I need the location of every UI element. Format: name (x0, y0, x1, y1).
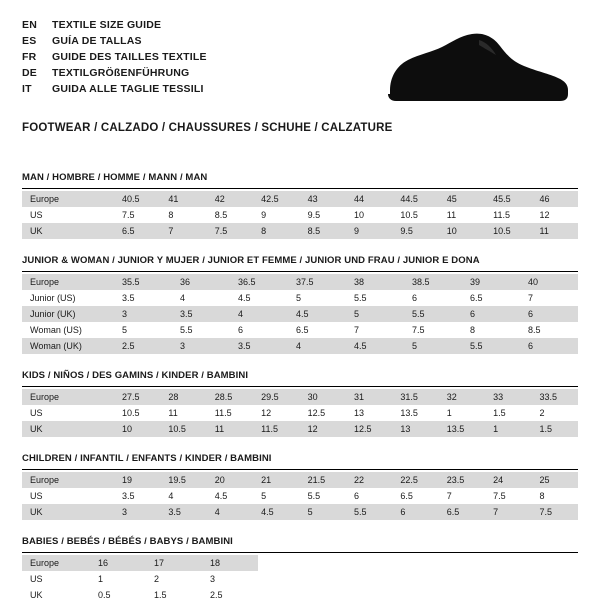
row-label: Europe (22, 274, 114, 290)
cell: 22.5 (392, 472, 438, 488)
row-label: Woman (UK) (22, 338, 114, 354)
language-code: IT (22, 83, 32, 95)
language-code: EN (22, 19, 37, 31)
table-row (22, 504, 578, 520)
cell: 1 (485, 421, 531, 437)
cell: 12.5 (346, 421, 392, 437)
cell: 5.5 (462, 338, 520, 354)
cell: 45.5 (485, 191, 531, 207)
table-row (22, 191, 578, 207)
cell: 33 (485, 389, 531, 405)
cell: 8.5 (520, 322, 578, 338)
cell: 11.5 (207, 405, 253, 421)
language-row (22, 50, 207, 64)
row-label: Woman (US) (22, 322, 114, 338)
table-row (22, 338, 578, 354)
cell: 11 (160, 405, 206, 421)
language-code: ES (22, 35, 37, 47)
cell: 6 (404, 290, 462, 306)
cell: 11 (532, 223, 578, 239)
cell: 8 (532, 488, 578, 504)
cell: 11.5 (485, 207, 531, 223)
cell: 6.5 (114, 223, 160, 239)
cell: 36.5 (230, 274, 288, 290)
cell: 4.5 (253, 504, 299, 520)
cell: 3 (114, 306, 172, 322)
cell: 0.5 (90, 587, 146, 603)
cell: 7.5 (485, 488, 531, 504)
table-row (22, 207, 578, 223)
section-title: JUNIOR & WOMAN / JUNIOR Y MUJER / JUNIOR ET FEMME / JUNIOR UND FRAU / JUNIOR E DONA (22, 255, 480, 266)
cell: 8 (160, 207, 206, 223)
cell: 4.5 (288, 306, 346, 322)
cell: 6 (392, 504, 438, 520)
size-table-man (22, 191, 578, 239)
row-label: Junior (US) (22, 290, 114, 306)
cell: 31 (346, 389, 392, 405)
cell: 7.5 (404, 322, 462, 338)
table-row (22, 223, 578, 239)
size-table-kids (22, 389, 578, 437)
cell: 3.5 (114, 488, 160, 504)
cell: 42 (207, 191, 253, 207)
cell: 8 (462, 322, 520, 338)
cell: 16 (90, 555, 146, 571)
cell: 7 (439, 488, 485, 504)
cell: 10 (439, 223, 485, 239)
cell: 13.5 (392, 405, 438, 421)
cell: 5.5 (172, 322, 230, 338)
language-row (22, 82, 207, 96)
cell: 33.5 (532, 389, 578, 405)
cell: 2 (532, 405, 578, 421)
table-row (22, 488, 578, 504)
section-divider (22, 188, 578, 189)
cell: 43 (300, 191, 346, 207)
cell: 3 (172, 338, 230, 354)
cell: 7 (485, 504, 531, 520)
cell: 1.5 (532, 421, 578, 437)
language-row (22, 34, 207, 48)
cell: 7 (520, 290, 578, 306)
table-row (22, 555, 258, 571)
cell: 13 (392, 421, 438, 437)
language-title: GUIDA ALLE TAGLIE TESSILI (52, 83, 204, 95)
row-label: UK (22, 504, 114, 520)
cell: 5 (404, 338, 462, 354)
row-label: Europe (22, 191, 114, 207)
section-title: KIDS / NIÑOS / DES GAMINS / KINDER / BAMBINI (22, 370, 249, 381)
cell: 5.5 (346, 504, 392, 520)
cell: 5 (300, 504, 346, 520)
section-divider (22, 552, 578, 553)
cell: 11.5 (253, 421, 299, 437)
cell: 31.5 (392, 389, 438, 405)
cell: 8.5 (300, 223, 346, 239)
size-table-junior-woman (22, 274, 578, 354)
cell: 12 (253, 405, 299, 421)
cell: 5 (253, 488, 299, 504)
table-row (22, 405, 578, 421)
table-row (22, 472, 578, 488)
cell: 6 (520, 338, 578, 354)
cell: 9 (253, 207, 299, 223)
table-row (22, 571, 258, 587)
cell: 7.5 (207, 223, 253, 239)
cell: 4.5 (346, 338, 404, 354)
cell: 11 (207, 421, 253, 437)
language-title: TEXTILE SIZE GUIDE (52, 19, 162, 31)
cell: 6.5 (288, 322, 346, 338)
cell: 12.5 (300, 405, 346, 421)
row-label: US (22, 571, 90, 587)
language-title: TEXTILGRÖßENFÜHRUNG (52, 67, 190, 79)
language-row (22, 66, 207, 80)
cell: 10 (114, 421, 160, 437)
section-junior-woman (22, 255, 578, 354)
language-row (22, 18, 207, 32)
table-row (22, 587, 258, 603)
cell: 38 (346, 274, 404, 290)
cell: 4 (288, 338, 346, 354)
row-label: Europe (22, 389, 114, 405)
cell: 5 (346, 306, 404, 322)
row-label: Europe (22, 555, 90, 571)
cell: 4 (230, 306, 288, 322)
cell: 35.5 (114, 274, 172, 290)
table-row (22, 421, 578, 437)
cell: 23.5 (439, 472, 485, 488)
cell: 8.5 (207, 207, 253, 223)
cell: 4 (160, 488, 206, 504)
cell: 4 (172, 290, 230, 306)
cell: 8 (253, 223, 299, 239)
cell: 30 (300, 389, 346, 405)
cell: 6 (462, 306, 520, 322)
cell: 3.5 (160, 504, 206, 520)
cell: 19.5 (160, 472, 206, 488)
cell: 1 (90, 571, 146, 587)
cell: 40.5 (114, 191, 160, 207)
cell: 32 (439, 389, 485, 405)
section-title: CHILDREN / INFANTIL / ENFANTS / KINDER / BAMBINI (22, 453, 272, 464)
cell: 29.5 (253, 389, 299, 405)
language-code: DE (22, 67, 37, 79)
cell: 24 (485, 472, 531, 488)
document-header (22, 16, 578, 108)
cell: 6 (346, 488, 392, 504)
cell: 10.5 (114, 405, 160, 421)
section-title: MAN / HOMBRE / HOMME / MANN / MAN (22, 172, 208, 183)
cell: 11 (439, 207, 485, 223)
cell: 7 (160, 223, 206, 239)
cell: 12 (532, 207, 578, 223)
row-label: US (22, 405, 114, 421)
cell: 5 (114, 322, 172, 338)
cell: 1 (439, 405, 485, 421)
section-babies (22, 536, 578, 603)
language-title-list (22, 16, 207, 96)
cell: 5 (288, 290, 346, 306)
cell: 3.5 (114, 290, 172, 306)
cell: 6 (520, 306, 578, 322)
cell: 17 (146, 555, 202, 571)
cell: 10.5 (485, 223, 531, 239)
cell: 44.5 (392, 191, 438, 207)
cell: 4 (207, 504, 253, 520)
cell: 45 (439, 191, 485, 207)
language-code: FR (22, 51, 37, 63)
section-title: BABIES / BEBÉS / BÉBÉS / BABYS / BAMBINI (22, 536, 233, 547)
cell: 5.5 (346, 290, 404, 306)
cell: 2.5 (114, 338, 172, 354)
cell: 21 (253, 472, 299, 488)
size-table-children (22, 472, 578, 520)
language-title: GUÍA DE TALLAS (52, 35, 142, 47)
cell: 41 (160, 191, 206, 207)
section-divider (22, 386, 578, 387)
cell: 36 (172, 274, 230, 290)
cell: 2.5 (202, 587, 258, 603)
cell: 9 (346, 223, 392, 239)
section-divider (22, 271, 578, 272)
cell: 19 (114, 472, 160, 488)
cell: 12 (300, 421, 346, 437)
cell: 9.5 (300, 207, 346, 223)
row-label: UK (22, 587, 90, 603)
cell: 10.5 (392, 207, 438, 223)
cell: 10.5 (160, 421, 206, 437)
cell: 7.5 (532, 504, 578, 520)
dress-shoe-icon (382, 30, 572, 108)
cell: 1.5 (485, 405, 531, 421)
cell: 21.5 (300, 472, 346, 488)
section-man (22, 172, 578, 239)
cell: 44 (346, 191, 392, 207)
cell: 3 (202, 571, 258, 587)
row-label: UK (22, 421, 114, 437)
cell: 6 (230, 322, 288, 338)
cell: 4.5 (230, 290, 288, 306)
cell: 25 (532, 472, 578, 488)
cell: 13 (346, 405, 392, 421)
cell: 2 (146, 571, 202, 587)
row-label: US (22, 488, 114, 504)
row-label: US (22, 207, 114, 223)
cell: 10 (346, 207, 392, 223)
row-label: Junior (UK) (22, 306, 114, 322)
table-row (22, 306, 578, 322)
cell: 42.5 (253, 191, 299, 207)
cell: 5.5 (300, 488, 346, 504)
table-row (22, 322, 578, 338)
section-children (22, 453, 578, 520)
table-row (22, 274, 578, 290)
cell: 6.5 (392, 488, 438, 504)
cell: 40 (520, 274, 578, 290)
table-row (22, 389, 578, 405)
cell: 20 (207, 472, 253, 488)
section-kids (22, 370, 578, 437)
cell: 39 (462, 274, 520, 290)
cell: 4.5 (207, 488, 253, 504)
size-table-babies (22, 555, 258, 603)
cell: 28.5 (207, 389, 253, 405)
cell: 38.5 (404, 274, 462, 290)
cell: 1.5 (146, 587, 202, 603)
footwear-heading: FOOTWEAR / CALZADO / CHAUSSURES / SCHUHE / CALZATURE (22, 122, 393, 134)
cell: 18 (202, 555, 258, 571)
cell: 6.5 (462, 290, 520, 306)
cell: 9.5 (392, 223, 438, 239)
row-label: UK (22, 223, 114, 239)
cell: 3.5 (230, 338, 288, 354)
cell: 13.5 (439, 421, 485, 437)
cell: 7 (346, 322, 404, 338)
section-divider (22, 469, 578, 470)
cell: 28 (160, 389, 206, 405)
cell: 3 (114, 504, 160, 520)
cell: 5.5 (404, 306, 462, 322)
row-label: Europe (22, 472, 114, 488)
cell: 22 (346, 472, 392, 488)
cell: 37.5 (288, 274, 346, 290)
language-title: GUIDE DES TAILLES TEXTILE (52, 51, 207, 63)
cell: 7.5 (114, 207, 160, 223)
cell: 27.5 (114, 389, 160, 405)
cell: 46 (532, 191, 578, 207)
table-row (22, 290, 578, 306)
cell: 3.5 (172, 306, 230, 322)
cell: 6.5 (439, 504, 485, 520)
